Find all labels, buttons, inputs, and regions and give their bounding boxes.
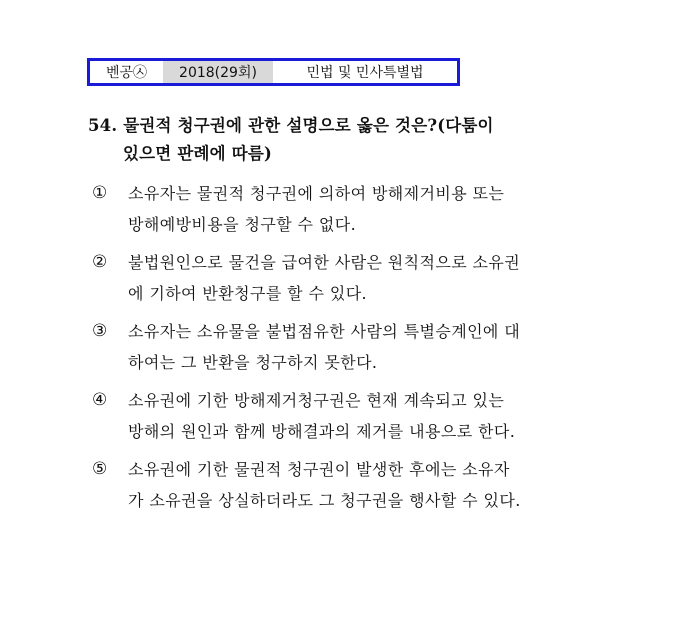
option-marker: ① [92, 183, 108, 203]
option-text-line: 소유권에 기한 방해제거청구권은 현재 계속되고 있는 [128, 391, 505, 410]
question-stem [88, 112, 608, 168]
subject-label: 민법 및 민사특별법 [306, 65, 424, 81]
question-line-2: 있으면 판례에 따름) [123, 144, 273, 163]
option-text-line: 하여는 그 반환을 청구하지 못한다. [128, 353, 378, 372]
option-marker: ② [92, 252, 108, 272]
option-3[interactable] [92, 316, 622, 378]
option-text-line: 가 소유권을 상실하더라도 그 청구권을 행사할 수 있다. [128, 491, 521, 510]
brand-label: 벤공㉦ [105, 65, 148, 81]
option-text-line: 에 기하여 반환청구를 할 수 있다. [128, 284, 368, 303]
option-text-line: 소유자는 소유물을 불법점유한 사람의 특별승계인에 대 [128, 322, 521, 341]
exam-year-label: 2018(29회) [163, 61, 273, 83]
option-text-line: 방해의 원인과 함께 방해결과의 제거를 내용으로 한다. [128, 422, 516, 441]
option-marker: ④ [92, 390, 108, 410]
option-2[interactable] [92, 247, 622, 309]
option-marker: ③ [92, 321, 108, 341]
option-text-line: 소유권에 기한 물권적 청구권이 발생한 후에는 소유자 [128, 460, 510, 479]
option-text-line: 소유자는 물권적 청구권에 의하여 방해제거비용 또는 [128, 184, 505, 203]
option-5[interactable] [92, 454, 622, 516]
option-4[interactable] [92, 385, 622, 447]
option-marker: ⑤ [92, 459, 108, 479]
exam-header [87, 58, 460, 86]
option-1[interactable] [92, 178, 622, 240]
option-text-line: 불법원인으로 물건을 급여한 사람은 원칙적으로 소유권 [128, 253, 521, 272]
question-line-1: 54. 물권적 청구권에 관한 설명으로 옳은 것은?(다툼이 [88, 116, 494, 135]
option-text-line: 방해예방비용을 청구할 수 없다. [128, 215, 357, 234]
answer-options [92, 178, 622, 523]
